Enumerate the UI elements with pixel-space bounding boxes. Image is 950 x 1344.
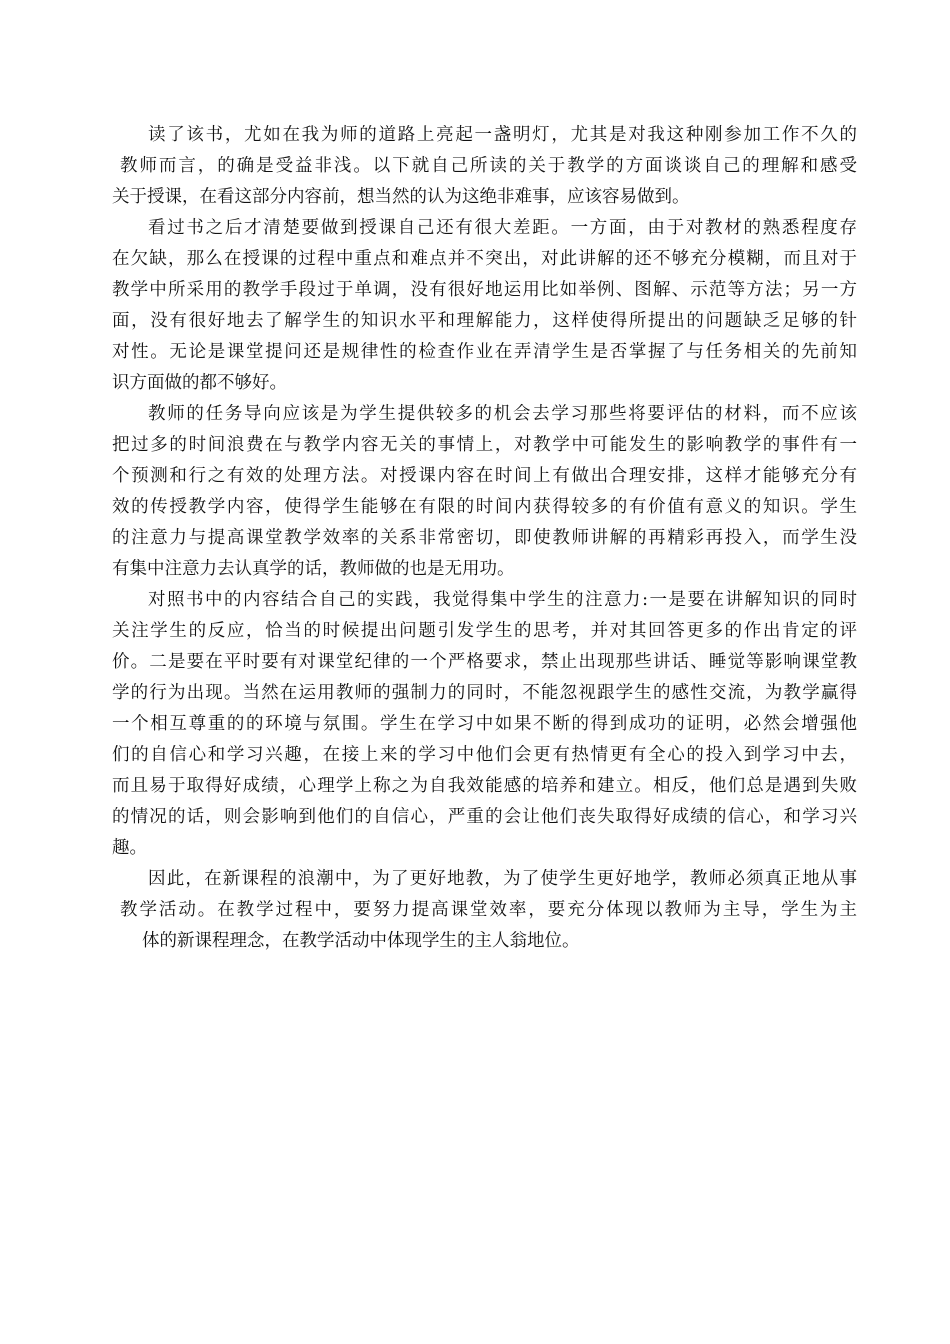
paragraph-line: 对照书中的内容结合自己的实践，我觉得集中学生的注意力:一是要在讲解知识的同时 (148, 590, 857, 610)
paragraph-line: 看过书之后才清楚要做到授课自己还有很大差距。一方面，由于对教材的熟悉程度存 (148, 218, 857, 238)
paragraph-line: 面，没有很好地去了解学生的知识水平和理解能力，这样使得所提出的问题缺乏足够的针 (112, 311, 857, 331)
paragraph-line: 教学中所采用的教学手段过于单调，没有很好地运用比如举例、图解、示范等方法；另一方 (112, 280, 857, 300)
paragraph-line: 而且易于取得好成绩，心理学上称之为自我效能感的培养和建立。相反，他们总是遇到失败 (112, 776, 857, 796)
paragraph-line: 教师而言，的确是受益非浅。以下就自己所读的关于教学的方面谈谈自己的理解和感受 (120, 156, 857, 176)
paragraph-line: 对性。无论是课堂提问还是规律性的检查作业在弄清学生是否掌握了与任务相关的先前知 (112, 342, 857, 362)
paragraph-line: 把过多的时间浪费在与教学内容无关的事情上，对教学中可能发生的影响教学的事件有一 (112, 435, 857, 455)
document-body (112, 120, 857, 957)
paragraph-line: 教学活动。在教学过程中，要努力提高课堂效率，要充分体现以教师为主导，学生为主 (120, 900, 857, 920)
paragraph-line: 关于授课，在看这部分内容前，想当然的认为这绝非难事，应该容易做到。 (112, 187, 690, 207)
paragraph-line: 的注意力与提高课堂教学效率的关系非常密切，即使教师讲解的再精彩再投入，而学生没 (112, 528, 857, 548)
paragraph-2 (112, 213, 857, 399)
paragraph-line: 教师的任务导向应该是为学生提供较多的机会去学习那些将要评估的材料，而不应该 (148, 404, 857, 424)
paragraph-line: 读了该书，尤如在我为师的道路上亮起一盏明灯，尤其是对我这种刚参加工作不久的 (148, 125, 857, 145)
paragraph-line: 趣。 (112, 838, 147, 858)
paragraph-line: 一个相互尊重的的环境与氛围。学生在学习中如果不断的得到成功的证明，必然会增强他 (112, 714, 857, 734)
paragraph-line: 在欠缺，那么在授课的过程中重点和难点并不突出，对此讲解的还不够充分模糊，而且对于 (112, 249, 857, 269)
paragraph-line: 效的传授教学内容，使得学生能够在有限的时间内获得较多的有价值有意义的知识。学生 (112, 497, 857, 517)
paragraph-line: 们的自信心和学习兴趣，在接上来的学习中他们会更有热情更有全心的投入到学习中去， (112, 745, 857, 765)
paragraph-line: 体的新课程理念，在教学活动中体现学生的主人翁地位。 (142, 931, 580, 951)
paragraph-line: 个预测和行之有效的处理方法。对授课内容在时间上有做出合理安排，这样才能够充分有 (112, 466, 857, 486)
paragraph-line: 的情况的话，则会影响到他们的自信心，严重的会让他们丧失取得好成绩的信心，和学习兴 (112, 807, 857, 827)
paragraph-line: 识方面做的都不够好。 (112, 373, 287, 393)
paragraph-3 (112, 399, 857, 585)
paragraph-line: 学的行为出现。当然在运用教师的强制力的同时，不能忽视跟学生的感性交流，为教学赢得 (112, 683, 857, 703)
paragraph-line: 关注学生的反应，恰当的时候提出问题引发学生的思考，并对其回答更多的作出肯定的评 (112, 621, 857, 641)
paragraph-line: 因此，在新课程的浪潮中，为了更好地教，为了使学生更好地学，教师必须真正地从事 (148, 869, 857, 889)
paragraph-1 (112, 120, 857, 213)
paragraph-4 (112, 585, 857, 864)
paragraph-5 (112, 864, 857, 957)
paragraph-line: 有集中注意力去认真学的话，教师做的也是无用功。 (112, 559, 515, 579)
paragraph-line: 价。二是要在平时要有对课堂纪律的一个严格要求，禁止出现那些讲话、睡觉等影响课堂教 (112, 652, 857, 672)
